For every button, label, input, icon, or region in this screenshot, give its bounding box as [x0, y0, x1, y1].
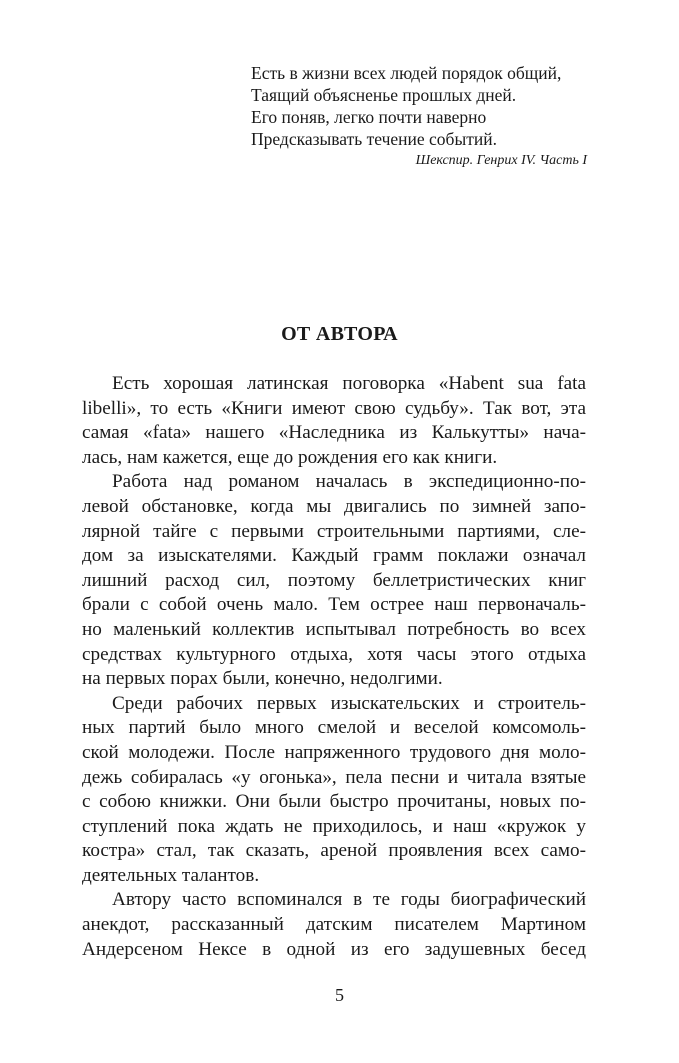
- text-line: деятельных талантов.: [82, 864, 260, 886]
- text-line: лишний расход сил, поэтому беллетристических книг: [82, 569, 586, 591]
- text-line: лась, нам кажется, еще до рождения его как книги.: [82, 446, 498, 468]
- epigraph-line: Его поняв, легко почти наверно: [251, 107, 487, 127]
- text-line: анекдот, рассказанный датским писателем Мартином: [82, 914, 586, 936]
- text-line: самая «fata» нашего «Наследника из Калькутты» нача-: [82, 422, 586, 444]
- page-number: 5: [335, 985, 344, 1005]
- epigraph-line: Таящий объясненье прошлых дней.: [251, 85, 517, 105]
- epigraph: [251, 62, 591, 171]
- text-line: лярной тайге с первыми строительными партиями, сле-: [82, 520, 586, 542]
- text-line: дом за изыскателями. Каждый грамм поклажи означал: [82, 545, 586, 567]
- body-text: [82, 372, 586, 962]
- text-line: брали с собой очень мало. Тем острее наш первоначаль-: [82, 594, 586, 616]
- epigraph-attribution: Шекспир. Генрих IV. Часть I: [415, 153, 587, 168]
- text-line: Работа над романом началась в экспедиционно-по-: [112, 471, 586, 493]
- text-line: Среди рабочих первых изыскательских и строитель-: [112, 692, 586, 714]
- text-line: дежь собиралась «у огонька», пела песни и читала взятые: [82, 766, 586, 788]
- text-line: Автору часто вспоминался в те годы биографический: [112, 889, 586, 911]
- text-line: но маленький коллектив испытывал потребность во всех: [82, 618, 586, 640]
- text-line: левой обстановке, когда мы двигались по зимней запо-: [82, 495, 586, 517]
- text-line: ных партий было много смелой и веселой комсомоль-: [82, 717, 586, 739]
- paragraph: [82, 470, 586, 691]
- text-line: Есть хорошая латинская поговорка «Habent sua fata: [112, 373, 586, 394]
- text-line: костра» стал, так сказать, ареной проявления всех само-: [82, 840, 586, 862]
- section-title: ОТ АВТОРА: [281, 323, 398, 345]
- text-line: ступлений пока ждать не приходилось, и наш «кружок у: [82, 815, 586, 837]
- paragraph: [82, 692, 586, 889]
- text-line: на первых порах были, конечно, недолгими.: [82, 668, 443, 690]
- paragraph: [82, 888, 586, 962]
- paragraph: [82, 372, 586, 470]
- text-line: ской молодежи. После напряженного трудового дня моло-: [82, 741, 586, 763]
- text-line: libelli», то есть «Книги имеют свою судьбу». Так вот, эта: [82, 397, 586, 419]
- text-line: Андерсеном Нексе в одной из его задушевных бесед: [82, 938, 586, 960]
- text-line: с собою книжки. Они были быстро прочитаны, новых по-: [82, 791, 586, 813]
- epigraph-line: Есть в жизни всех людей порядок общий,: [251, 63, 562, 83]
- text-line: средствах культурного отдыха, хотя часы этого отдыха: [82, 643, 586, 665]
- epigraph-line: Предсказывать течение событий.: [251, 129, 497, 149]
